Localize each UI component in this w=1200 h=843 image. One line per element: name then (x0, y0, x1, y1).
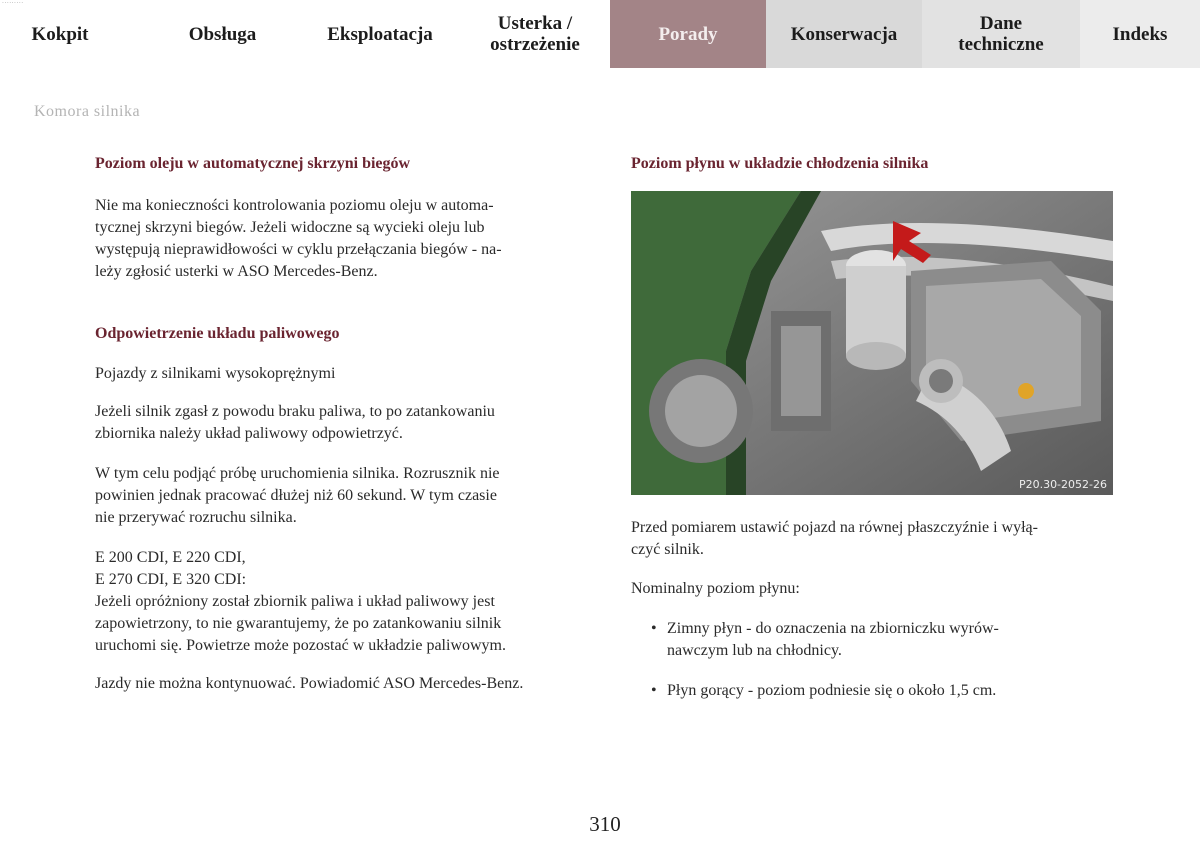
tab-label: Kokpit (31, 23, 89, 45)
paragraph-contact-aso: Jazdy nie można kontynuować. Powiadomić ASO Mercedes-Benz. (95, 675, 524, 692)
paragraph-cdi-models (95, 547, 585, 657)
heading-coolant-level: Poziom płynu w układzie chłodzenia silnika (631, 155, 929, 172)
left-column (95, 155, 585, 695)
corner-mark: ········· (2, 0, 24, 7)
text-line: Płyn gorący - poziom podniesie się o około 1,5 cm. (667, 682, 997, 699)
tab-dane-techniczne[interactable] (922, 0, 1080, 68)
tab-obsluga[interactable] (150, 0, 295, 68)
tab-usterka[interactable] (470, 0, 600, 68)
chapter-nav (0, 0, 1200, 68)
tab-kokpit[interactable] (0, 0, 120, 68)
bullet-icon: • (651, 620, 657, 637)
right-column-text (631, 517, 1121, 702)
paragraph-diesel: Pojazdy z silnikami wysokoprężnymi (95, 365, 336, 382)
tab-label: Obsługa (188, 23, 257, 45)
bullet-icon: • (651, 682, 657, 699)
tab-eksploatacja[interactable] (305, 0, 455, 68)
text-line: E 200 CDI, E 220 CDI, (95, 549, 246, 566)
tab-label: Eksploatacja (327, 23, 433, 45)
coolant-level-list (651, 618, 1121, 702)
text-line: tycznej skrzyni biegów. Jeżeli widoczne są wycieki oleju lub (95, 219, 485, 236)
figure-code: P20.30-2052-26 (1018, 478, 1107, 491)
text-line: występują nieprawidłowości w cyklu przełączania biegów - na- (95, 241, 502, 258)
tab-label: Usterka / ostrzeżenie (490, 13, 580, 55)
text-line: W tym celu podjąć próbę uruchomienia silnika. Rozrusznik nie (95, 465, 500, 482)
text-line: leży zgłosić usterki w ASO Mercedes-Benz. (95, 263, 378, 280)
tab-label: Konserwacja (790, 23, 898, 45)
list-item (651, 680, 1121, 702)
heading-transmission-oil: Poziom oleju w automatycznej skrzyni biegów (95, 155, 411, 172)
text-line: uruchomi się. Powietrze może pozostać w układzie paliwowym. (95, 637, 506, 654)
text-line: powinien jednak pracować dłużej niż 60 sekund. W tym czasie (95, 487, 497, 504)
heading-fuel-bleeding: Odpowietrzenie układu paliwowego (95, 325, 340, 342)
section-header: Komora silnika (34, 103, 141, 120)
text-line: Nie ma konieczności kontrolowania poziomu oleju w automa- (95, 197, 494, 214)
right-column (631, 155, 1121, 173)
tab-label: Indeks (1112, 23, 1168, 45)
tab-label: Dane techniczne (958, 13, 1044, 55)
text-line: nawczym lub na chłodnicy. (667, 642, 842, 659)
text-line: Jeżeli silnik zgasł z powodu braku paliwa, to po zatankowaniu (95, 403, 495, 420)
tab-porady[interactable] (610, 0, 766, 68)
engine-bay-photo (631, 191, 1113, 495)
text-line: zbiornika należy układ paliwowy odpowietrzyć. (95, 425, 403, 442)
text-line: nie przerywać rozruchu silnika. (95, 509, 297, 526)
text-line: Jeżeli opróżniony został zbiornik paliwa i układ paliwowy jest (95, 593, 495, 610)
page-number: 310 (589, 812, 621, 836)
tab-indeks[interactable] (1080, 0, 1200, 68)
text-line: Zimny płyn - do oznaczenia na zbiorniczku wyrów- (667, 620, 999, 637)
paragraph-nominal-level: Nominalny poziom płynu: (631, 580, 800, 597)
tab-label: Porady (658, 23, 718, 45)
tab-konserwacja[interactable] (766, 0, 922, 68)
text-line: Przed pomiarem ustawić pojazd na równej płaszczyźnie i wyłą- (631, 519, 1038, 536)
list-item (651, 618, 1121, 662)
paragraph-before-measure (631, 517, 1121, 561)
text-line: E 270 CDI, E 320 CDI: (95, 571, 247, 588)
text-line: czyć silnik. (631, 541, 704, 558)
paragraph-engine-stall (95, 401, 585, 445)
text-line: zapowietrzony, to nie gwarantujemy, że po zatankowaniu silnik (95, 615, 502, 632)
engine-bay-illustration (631, 191, 1113, 495)
paragraph-transmission-oil (95, 195, 585, 283)
paragraph-starter (95, 463, 585, 529)
